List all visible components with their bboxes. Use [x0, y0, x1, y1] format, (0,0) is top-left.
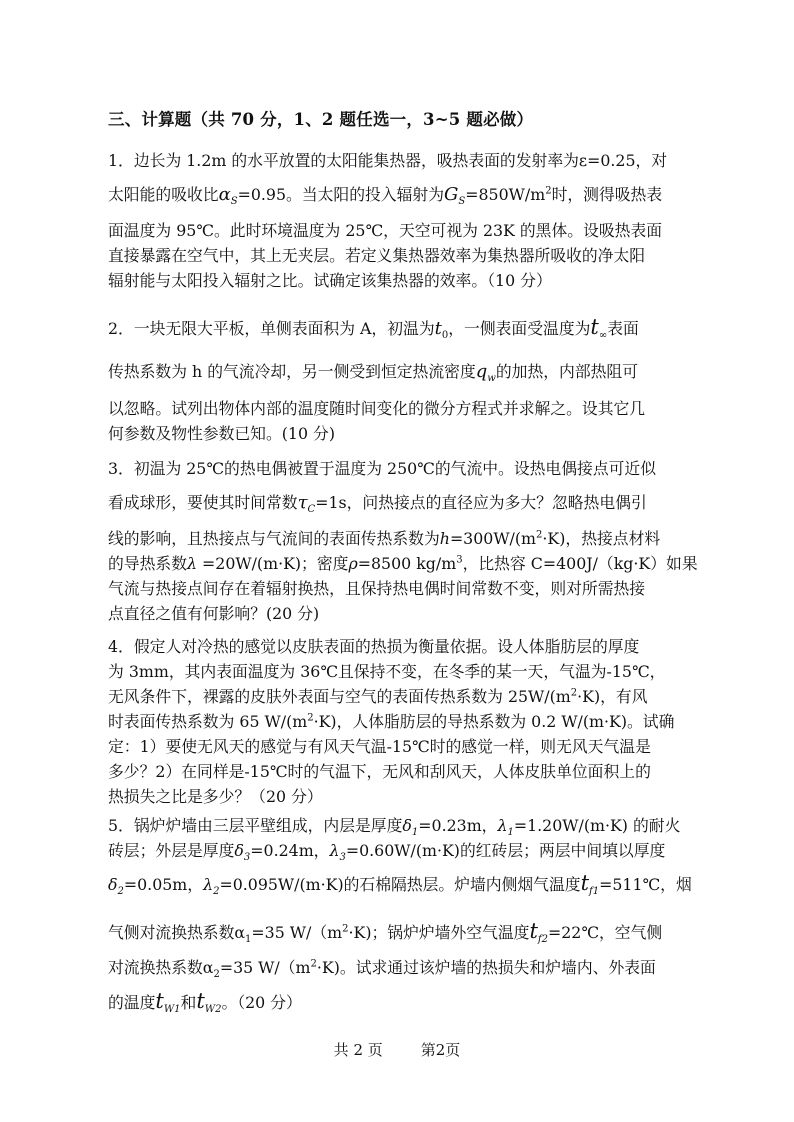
q3-line-2: 看成球形，要使其时间常数$\tau_C=1s$，问热接点的直径应为多大？忽略热电偶引 [108, 492, 647, 516]
q1-line-3: 面温度为 95℃。此时环境温度为 25℃，天空可视为 23K 的黑体。设吸热表面 [108, 221, 663, 240]
q3-line-4: 的导热系数λ =20W/(m·K)；密度ρ=8500 $kg/m^3$，比热容 C=400J/（kg·K）如果 [108, 554, 698, 573]
q4-line-1: 4．假定人对冷热的感觉以皮肤表面的热损为衡量依据。设人体脂肪层的厚度 [108, 637, 640, 656]
q1-line-5: 辐射能与太阳投入辐射之比。试确定该集热器的效率。（10 分） [108, 271, 552, 290]
section-heading: 三、计算题（共 70 分，1、2 题任选一，3~5 题必做） [108, 110, 534, 129]
q5-line-4: 气侧对流换热系数$\alpha_1=35$ $W/(m^2\cdot K)$；锅炉炉墙外空气温度$t_{f2}=22℃$，空气侧 [108, 919, 663, 946]
q5-line-1: 5．锅炉炉墙由三层平壁组成，内层是厚度$\delta_1=0.23m$，$\lambda_1=1.20W/(m\cdot K)$ 的耐火 [108, 816, 681, 839]
q4-line-2: 为 3mm，其内表面温度为 36℃且保持不变，在冬季的某一天，气温为-15℃， [108, 662, 666, 681]
q1-line-4: 直接暴露在空气中，其上无夹层。若定义集热器效率为集热器所吸收的净太阳 [108, 246, 646, 265]
q2-line-1: 2．一块无限大平板，单侧表面积为 A，初温为$t_0$，一侧表面受温度为$t_\infty$表面 [108, 315, 639, 342]
q2-line-2: 传热系数为 h 的气流冷却，另一侧受到恒定热流密度$q_w$的加热，内部热阻可 [108, 361, 639, 385]
q1-line-1: 1．边长为 1.2m 的水平放置的太阳能集热器，吸热表面的发射率为ε=0.25，对 [108, 151, 668, 170]
q4-line-6: 多少？2）在同样是-15℃时的气温下，无风和刮风天，人体皮肤单位面积上的 [108, 762, 651, 781]
q5-line-3: $\delta_2=0.05m$，$\lambda_2=0.095W/(m\cdot K)$的石棉隔热层。炉墙内侧烟气温度$t_{f1}=511℃$，烟 [108, 871, 692, 898]
page-number: 第2页 [420, 1041, 461, 1059]
q1-line-2: 太阳能的吸收比$\alpha_S=0.95$。当太阳的投入辐射为$G_S=850W/m^2$时，测得吸热表 [108, 184, 663, 208]
q3-line-1: 3．初温为 25℃的热电偶被置于温度为 250℃的气流中。设热电偶接点可近似 [108, 459, 657, 478]
q4-line-4: 时表面传热系数为 65 $W/(m^2\cdot K)$，人体脂肪层的导热系数为 0.2 W/(m·K)。试确 [108, 712, 675, 731]
q4-line-5: 定：1）要使无风天的感觉与有风天气温-15℃时的感觉一样，则无风天气温是 [108, 737, 651, 756]
q5-line-5: 对流换热系数$\alpha_2=35$ $W/(m^2\cdot K)$。试求通过该炉墙的热损失和炉墙内、外表面 [108, 958, 656, 981]
total-pages: 共 2 页 [333, 1041, 383, 1059]
q3-line-5: 气流与热接点间存在着辐射换热，且保持热电偶时间常数不变，则对所需热接 [108, 579, 646, 598]
q5-line-6: 的温度$t_{W1}$和$t_{W2}$。（20 分） [108, 989, 302, 1016]
q2-line-3: 以忽略。试列出物体内部的温度随时间变化的微分方程式并求解之。设其它几 [108, 399, 646, 418]
q4-line-7: 热损失之比是多少？（20 分） [108, 787, 323, 806]
q5-line-2: 砖层；外层是厚度$\delta_3=0.24m$，$\lambda_3=0.60W/(m\cdot K)$的红砖层；两层中间填以厚度 [108, 841, 666, 864]
q3-line-3: 线的影响，且热接点与气流间的表面传热系数为$h=300W/(m^2\cdot K)$，热接点材料 [108, 529, 661, 548]
page-footer [0, 1039, 794, 1060]
q2-line-4: 何参数及物性参数已知。(10 分) [108, 424, 336, 443]
q3-line-6: 点直径之值有何影响？(20 分) [108, 604, 320, 623]
q4-line-3: 无风条件下，裸露的皮肤外表面与空气的表面传热系数为 $25W/(m^2\cdot K)$，有风 [108, 687, 648, 706]
